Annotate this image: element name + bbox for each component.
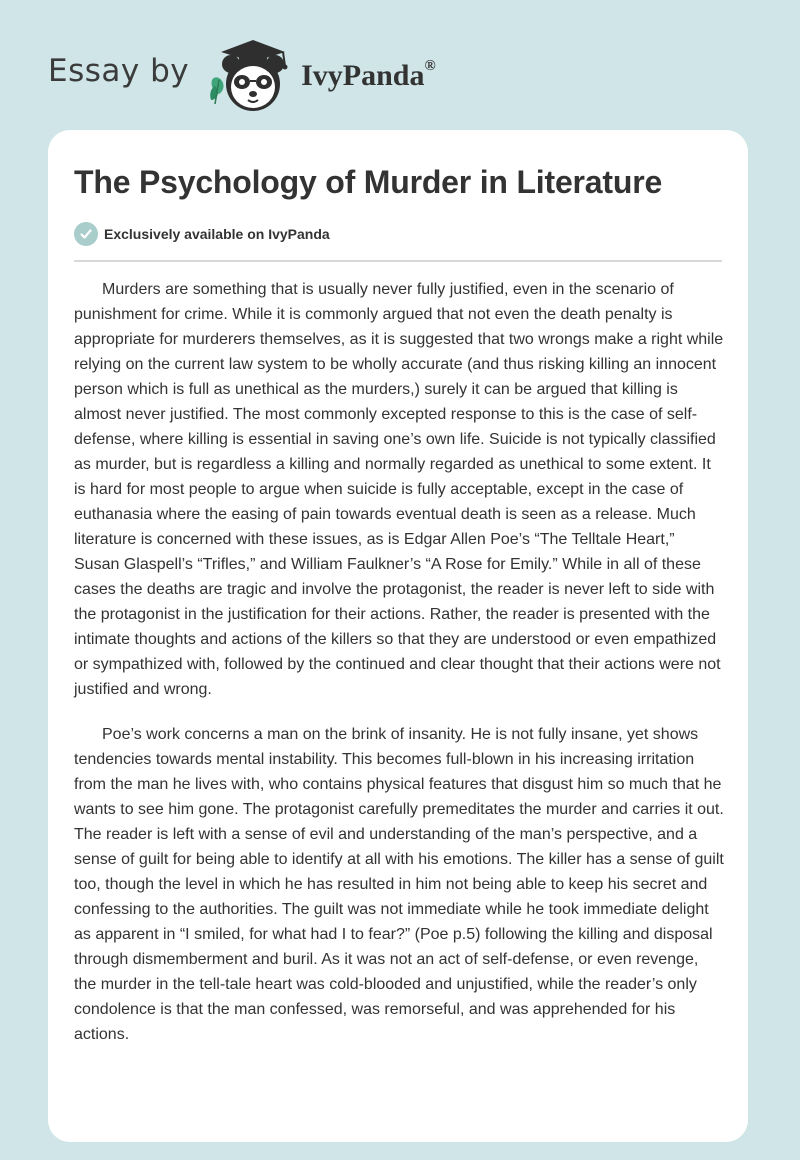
registered-mark: ® [424, 58, 436, 74]
divider [74, 260, 722, 262]
brand-name[interactable]: IvyPanda® [301, 58, 436, 92]
essay-by-label: Essay by [48, 53, 190, 89]
exclusive-badge [74, 222, 330, 246]
page-title: The Psychology of Murder in Literature [74, 164, 663, 200]
paragraph: Poe’s work concerns a man on the brink of insanity. He is not fully insane, yet shows tendencies towards mental instability. This becomes full-blown in his increasing irritation from the man he lives with, who contains physical features that disgust him so much that he wants to see him gone. The protagonist carefully premeditates the murder and carries it out. The reader is left with a sense of evil and understanding of the man’s perspective, and a sense of guilt for being able to identify at all with his emotions. The killer has a sense of guilt too, though the level in which he has resulted in him not being able to keep his secret and confessing to the authorities. The guilt was not immediate while he took immediate delight as apparent in “I smiled, for what had I to fear?” (Poe p.5) following the killing and disposal through dismemberment and buril. As it was not an act of self-defense, or even revenge, the murder in the tell-tale heart was cold-blooded and unjustified, while the reader’s only condolence is that the man confessed, was remorseful, and was apprehended for his actions. [74, 726, 724, 1043]
essay-card [48, 130, 748, 1142]
exclusive-label: Exclusively available on IvyPanda [104, 226, 330, 242]
paragraph: Murders are something that is usually never fully justified, even in the scenario of punishment for crime. While it is commonly argued that not even the death penalty is appropriate for murderers themselves, as it is suggested that two wrongs make a right while relying on the current law system to be wholly accurate (and thus risking killing an innocent person which is full as unethical as the murders,) surely it can be argued that killing is almost never justified. The most commonly excepted response to this is the case of self-defense, where killing is essential in saving one’s own life. Suicide is not typically classified as murder, but is regardless a killing and normally regarded as unethical to some extent. It is hard for most people to argue when suicide is fully acceptable, except in the case of euthanasia where the easing of pain towards eventual death is seen as a release. Much literature is concerned with these issues, as is Edgar Allen Poe’s “The Telltale Heart,” Susan Glaspell’s “Trifles,” and William Faulkner’s “A Rose for Emily.” While in all of these cases the deaths are tragic and involve the protagonist, the reader is never left to side with the protagonist in the justification for their actions. Rather, the reader is presented with the intimate thoughts and actions of the killers so that they are understood or even empathized or sympathized with, followed by the continued and clear thought that their actions were not justified and wrong. [74, 281, 724, 698]
panda-logo-icon[interactable] [205, 34, 297, 114]
check-icon [74, 222, 98, 246]
essay-body [74, 277, 724, 1067]
site-header [48, 34, 436, 114]
